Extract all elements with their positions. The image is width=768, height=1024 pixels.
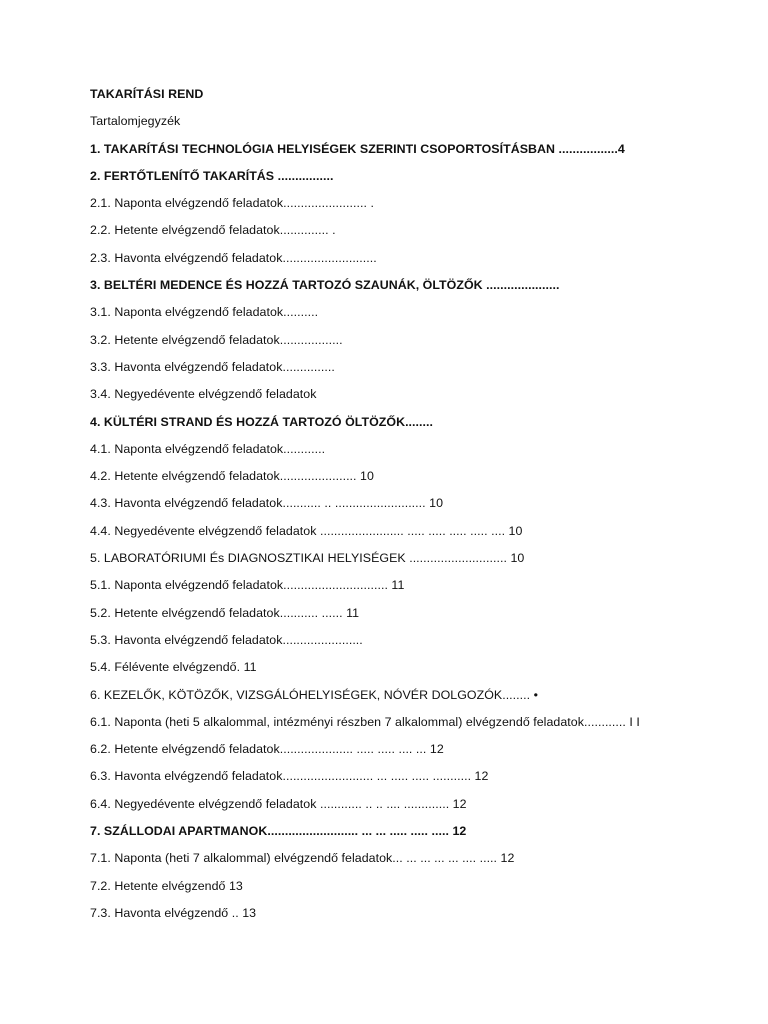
toc-entry: 4.3. Havonta elvégzendő feladatok........... .. .......................... 10: [90, 496, 444, 511]
toc-entry: 4.2. Hetente elvégzendő feladatok...................... 10: [90, 469, 374, 484]
toc-entry: 4.1. Naponta elvégzendő feladatok............: [90, 441, 326, 456]
toc-entry: 2.2. Hetente elvégzendő feladatok.............. .: [90, 223, 336, 238]
toc-entry: 4.4. Negyedévente elvégzendő feladatok ........................ ..... ..... ..... ..... .... 10: [90, 523, 523, 538]
toc-list: [90, 141, 750, 921]
document-page: [90, 86, 750, 932]
toc-entry: 4. KÜLTÉRI STRAND ÉS HOZZÁ TARTOZÓ ÖLTÖZŐK........: [90, 414, 434, 429]
toc-entry: 7.1. Naponta (heti 7 alkalommal) elvégzendő feladatok... ... ... ... ... .... ..... 12: [90, 851, 515, 866]
toc-label: Tartalomjegyzék: [90, 114, 181, 129]
toc-entry: 2.3. Havonta elvégzendő feladatok...........................: [90, 250, 377, 265]
toc-entry: 5.2. Hetente elvégzendő feladatok........... ...... 11: [90, 605, 360, 620]
toc-entry: 7.3. Havonta elvégzendő .. 13: [90, 905, 257, 920]
toc-entry: 6.3. Havonta elvégzendő feladatok.......................... ... ..... ..... ........... 12: [90, 769, 489, 784]
toc-entry: 3.4. Negyedévente elvégzendő feladatok: [90, 387, 317, 402]
toc-entry: 6.2. Hetente elvégzendő feladatok..................... ..... ..... .... ... 12: [90, 742, 444, 757]
toc-entry: 3. BELTÉRI MEDENCE ÉS HOZZÁ TARTOZÓ SZAUNÁK, ÖLTÖZŐK .....................: [90, 278, 560, 293]
toc-entry: 2. FERTŐTLENÍTŐ TAKARÍTÁS ................: [90, 168, 334, 183]
toc-entry: 6.1. Naponta (heti 5 alkalommal, intézményi részben 7 alkalommal) elvégzendő feladatok............ I I: [90, 714, 640, 729]
toc-entry: 5.4. Félévente elvégzendő. 11: [90, 660, 257, 675]
document-title: TAKARÍTÁSI REND: [90, 87, 204, 101]
toc-entry: 6.4. Negyedévente elvégzendő feladatok ............ .. .. .... ............. 12: [90, 796, 467, 811]
toc-entry: 6. KEZELŐK, KÖTÖZŐK, VIZSGÁLÓHELYISÉGEK, NÓVÉR DOLGOZÓK........ •: [90, 687, 539, 702]
toc-entry: 2.1. Naponta elvégzendő feladatok........................ .: [90, 196, 374, 211]
toc-entry: 1. TAKARÍTÁSI TECHNOLÓGIA HELYISÉGEK SZERINTI CSOPORTOSÍTÁSBAN .................4: [90, 141, 625, 156]
toc-entry: 5.1. Naponta elvégzendő feladatok.............................. 11: [90, 578, 405, 593]
toc-entry: 7.2. Hetente elvégzendő 13: [90, 878, 243, 893]
toc-entry: 7. SZÁLLODAI APARTMANOK.......................... ... ... ..... ..... ..... 12: [90, 824, 467, 839]
toc-entry: 3.2. Hetente elvégzendő feladatok..................: [90, 332, 343, 347]
toc-entry: 5.3. Havonta elvégzendő feladatok.......................: [90, 632, 363, 647]
toc-entry: 3.1. Naponta elvégzendő feladatok..........: [90, 305, 319, 320]
toc-entry: 5. LABORATÓRIUMI És DIAGNOSZTIKAI HELYISÉGEK ............................ 10: [90, 551, 525, 566]
toc-entry: 3.3. Havonta elvégzendő feladatok...............: [90, 359, 335, 374]
